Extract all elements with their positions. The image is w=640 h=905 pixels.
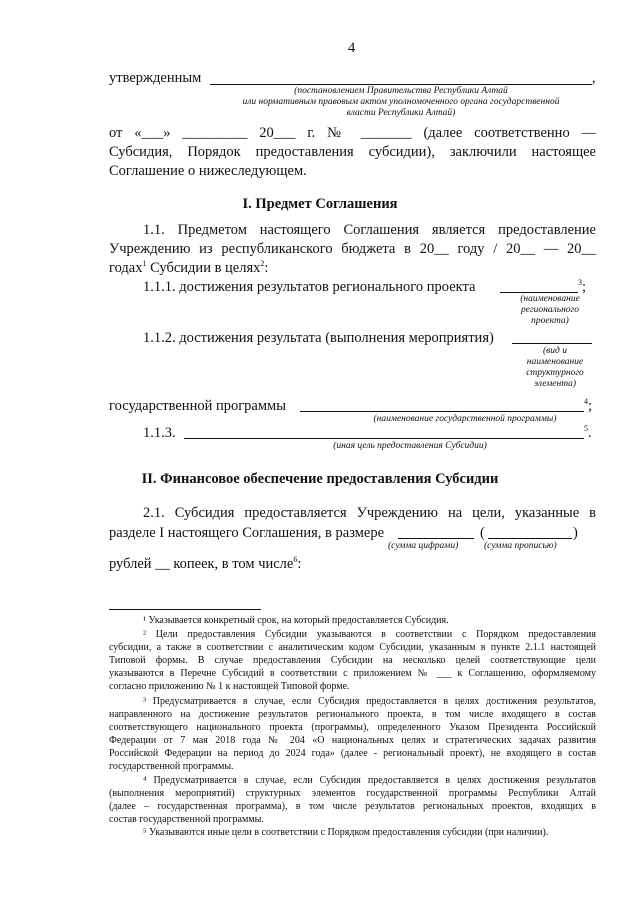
paren-open: ( (480, 525, 485, 541)
item-1-1-2-caption-4: элемента) (533, 379, 577, 389)
item-1-1-1-caption-1: (наименование (520, 294, 580, 304)
approved-caption-1: (постановлением Правительства Республики Алтай (294, 86, 508, 96)
paren-close: ) (573, 525, 578, 541)
footnote-1 (109, 614, 596, 627)
approved-blank-line (210, 84, 592, 85)
gov-program-label: государственной программы (109, 398, 286, 414)
footnote-3-line: Российской Федерации на период до 2024 года» (далее - региональный проект), не входящего в состав (109, 748, 596, 759)
footnote-3-line: Федерации от 7 мая 2018 года № 204 «О национальных целях и стратегических задачах развития (109, 735, 596, 746)
s1-p1-line-2: Учреждению из республиканского бюджета в 20__ году / 20__ — 20__ (109, 241, 596, 257)
footnote-2-line: субсидии, а также в соответствии с аналитическим кодом Субсидии, указанным в пункте 2.1.1 настоящей (109, 642, 596, 653)
footnote-2-line: указываются в Перечне Субсидий в соответствии с приложением № ___ к Соглашению, оформляемому (109, 668, 596, 679)
footnote-4-line: состав государственной программы. (109, 814, 264, 825)
section-2-title: II. Финансовое обеспечение предоставления Субсидии (141, 471, 499, 487)
intro-line-2: Субсидия, Порядок предоставления субсидии), заключили настоящее (109, 144, 596, 160)
item-1-1-1-end: $^3$; (578, 278, 587, 295)
amount-digits-blank (398, 538, 474, 539)
footnote-3-line: государственной программы. (109, 761, 234, 772)
item-1-1-3-end: $^5$. (584, 424, 592, 441)
footnote-2-line: согласно приложению № 1 к настоящей Типовой форме. (109, 681, 350, 692)
gov-program-caption: (наименование государственной программы) (373, 414, 557, 424)
footnote-4-line: ⁴ Предусматривается в случае, если Субсидия предоставляется в целях достижения результатов (143, 775, 596, 786)
date-line: от «___» _________ 20___ г. № _______ (далее соответственно — (109, 125, 596, 141)
footnote-3-line: ³ Предусматривается в случае, если Субсидия предоставляется в целях достижения результатов, (143, 696, 596, 707)
amount-words-blank (488, 538, 572, 539)
s2-p1-line-3: рублей __ копеек, в том числе$^6$: (109, 555, 302, 572)
section-1-title: I. Предмет Соглашения (242, 196, 398, 212)
s2-p1-line-2: разделе I настоящего Соглашения, в размере (109, 525, 385, 541)
item-1-1-2-caption-3: структурного (526, 368, 584, 378)
item-1-1-2-blank (512, 343, 592, 344)
approved-caption-3: власти Республики Алтай) (346, 108, 456, 118)
item-1-1-1-blank (500, 292, 578, 293)
footnote-2 (109, 628, 596, 693)
footnote-2-line: ² Цели предоставления Субсидии указываются в соответствии с Порядком предоставления (143, 629, 596, 640)
item-1-1-1: 1.1.1. достижения результатов регионального проекта (143, 279, 476, 295)
approved-word: утвержденным (109, 70, 202, 86)
item-1-1-3-blank (184, 438, 584, 439)
footnote-separator (109, 609, 261, 610)
footnote-5 (109, 826, 596, 839)
footnote-3-line: направленного на достижение результатов регионального проекта, в том числе входящего в состав (109, 709, 596, 720)
footnote-4-line: (выполнения мероприятий) структурных элементов государственной программы Республики Алтай (109, 788, 596, 799)
item-1-1-2: 1.1.2. достижения результата (выполнения мероприятия) (143, 330, 494, 346)
caption-digits: (сумма цифрами) (388, 541, 459, 551)
item-1-1-2-caption-2: наименование (526, 357, 584, 367)
s2-p1-line-1: 2.1. Субсидия предоставляется Учреждению на цели, указанные в (143, 505, 596, 521)
footnote-2-line: Типовой формы. В случае предоставления Субсидии на несколько целей соответствующие цели (109, 655, 596, 666)
footnote-1-line: ¹ Указывается конкретный срок, на который предоставляется Субсидия. (143, 615, 449, 626)
footnote-5-line: ⁵ Указываются иные цели в соответствии с Порядком предоставления субсидии (при наличии). (143, 827, 549, 838)
approved-comma: , (592, 70, 596, 86)
item-1-1-1-caption-2: регионального (520, 305, 580, 315)
item-1-1-3: 1.1.3. (143, 425, 176, 441)
approved-caption-2: или нормативным правовым актом уполномоченного органа государственной (242, 97, 560, 107)
footnote-3-line: соответствующего национального проекта (программы), определенного Указом Президента Российской (109, 722, 596, 733)
intro-line-3: Соглашение о нижеследующем. (109, 163, 307, 179)
item-1-1-2-caption-1: (вид и (543, 346, 567, 356)
item-1-1-1-caption-3: проекта) (531, 316, 569, 326)
item-1-1-3-caption: (иная цель предоставления Субсидии) (333, 441, 487, 451)
footnote-4 (109, 774, 596, 826)
page-number: 4 (348, 40, 356, 56)
gov-program-blank (300, 411, 584, 412)
footnote-3 (109, 695, 596, 773)
s1-p1-line-3: годах$^1$ Субсидии в целях$^2$: (109, 259, 269, 276)
caption-words: (сумма прописью) (484, 541, 557, 551)
gov-program-end: $^4$; (584, 397, 593, 414)
footnote-4-line: (далее – государственная программа), в том числе результатов региональных проектов, входящих в (109, 801, 596, 812)
s1-p1-line-1: 1.1. Предметом настоящего Соглашения является предоставление (143, 222, 596, 238)
